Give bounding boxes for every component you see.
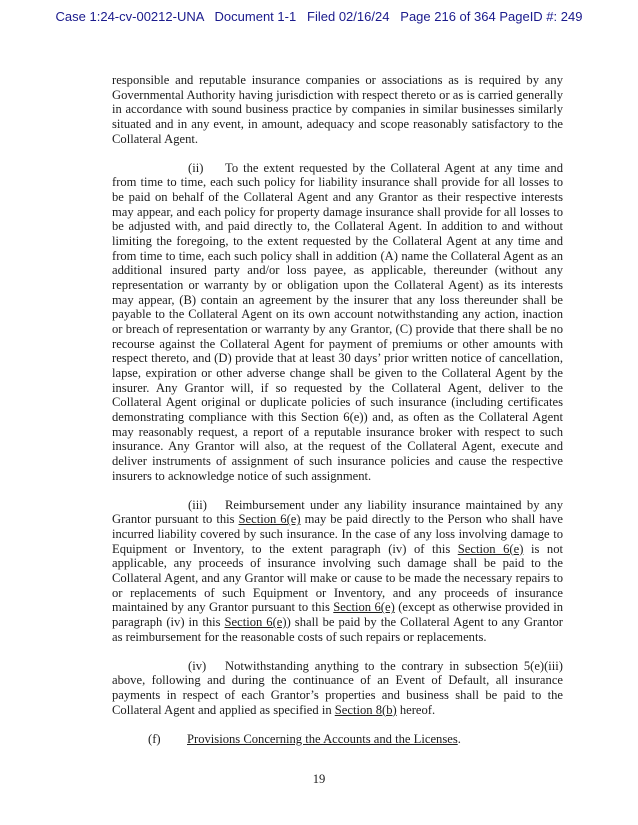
section-reference: Section 8(b): [334, 702, 397, 717]
paragraph-text: responsible and reputable insurance companies or associations as is required by any Governmental Authority having jurisdiction with respect thereto or as is carried generally in accordance with sound business practice by companies in similar businesses similarly situated and in any event, in amount, adequacy and scope reasonably satisfactory to the Collateral Agent.: [112, 73, 563, 146]
heading-period: .: [457, 731, 461, 746]
paragraph-text: is not applicable, any proceeds of insurance involving such damage shall be paid to the Collateral Agent, and any Grantor will make or cause to be made the necessary repairs to or replacements of such Equipment or Inventory, and any proceeds of insurance maintained by any Grantor pursuant to this: [112, 541, 563, 615]
section-title: Provisions Concerning the Accounts and the Licenses: [187, 731, 458, 746]
case-number: Case 1:24-cv-00212-UNA: [55, 9, 204, 24]
paragraph-number: (ii): [188, 160, 204, 175]
document-number: Document 1-1: [214, 9, 297, 24]
page-number: 19: [312, 772, 326, 786]
section-reference: Section 6(e): [333, 600, 395, 615]
paragraph-iv: [112, 659, 563, 718]
paragraph-text: To the extent requested by the Collateral Agent at any time and from time to time, each such policy for liability insurance shall provide for all losses to be paid on behalf of the Collateral Agent and any Grantor as their respective interests may appear, and each policy for property damage insurance shall provide for all losses to be adjusted with, and paid directly to, the Collateral Agent. In addition to and without limiting the foregoing, to the extent requested by the Collateral Agent at any time and from time to time, each such policy shall in addition (A) name the Collateral Agent as an additional insured party and/or loss payee, as applicable, thereunder (without any representation or warranty by or obligation upon the Collateral Agent) as its interests may appear, (B) contain an agreement by the insurer that any loss thereunder shall be payable to the Collateral Agent on its own account notwithstanding any action, inaction or breach of representation or warranty by any Grantor, (C) provide that there shall be no recourse against the Collateral Agent for payment of premiums or other amounts with respect thereto, and (D) provide that at least 30 days’ prior written notice of cancellation, lapse, expiration or other adverse change shall be given to the Collateral Agent by the insurer. Any Grantor will, if so requested by the Collateral Agent, deliver to the Collateral Agent original or duplicate policies of such insurance (including certificates demonstrating compliance with this Section 6(e)) and, as often as the Collateral Agent may reasonably request, a report of a reputable insurance broker with respect to such insurance. Any Grantor will also, at the request of the Collateral Agent, execute and deliver instruments of assignment of such insurance policies and cause the respective insurers to acknowledge notice of such assignment.: [112, 160, 563, 483]
paragraph-text: hereof.: [396, 702, 436, 717]
document-body: [112, 73, 563, 761]
page-id: PageID #: 249: [499, 9, 583, 24]
paragraph-text: Reimbursement under any liability insurance maintained by any Grantor pursuant to this: [112, 497, 563, 527]
paragraph-text: (except as otherwise provided in paragraph (iv) in this: [112, 600, 564, 629]
filed-date: Filed 02/16/24: [307, 9, 390, 24]
section-reference: Section 6(e): [457, 541, 524, 556]
paragraph-text: may be paid directly to the Person who shall have incurred liability covered by such insurance. In the case of any loss involving damage to Equipment or Inventory, to the extent paragraph (iv) of this: [112, 512, 564, 556]
paragraph-text: Notwithstanding anything to the contrary in subsection 5(e)(iii) above, following and during the continuance of an Event of Default, all insurance payments in respect of each Grantor’s properties and business shall be paid to the Collateral Agent and applied as specified in: [112, 658, 563, 717]
section-number: (f): [148, 731, 161, 746]
paragraph-number: (iii): [188, 497, 207, 512]
paragraph-continuation: [112, 73, 563, 146]
paragraph-number: (iv): [188, 658, 207, 673]
section-f-heading: [148, 732, 563, 747]
paragraph-ii: [112, 161, 563, 483]
section-reference: Section 6(e): [238, 512, 301, 527]
court-filing-header: [0, 9, 638, 24]
paragraph-iii: [112, 498, 563, 645]
section-reference: Section 6(e): [224, 614, 287, 629]
page-count: Page 216 of 364: [400, 9, 496, 24]
paragraph-text: ) shall be paid by the Collateral Agent to any Grantor as reimbursement for the reasonable costs of such repairs or replacements.: [112, 614, 563, 644]
